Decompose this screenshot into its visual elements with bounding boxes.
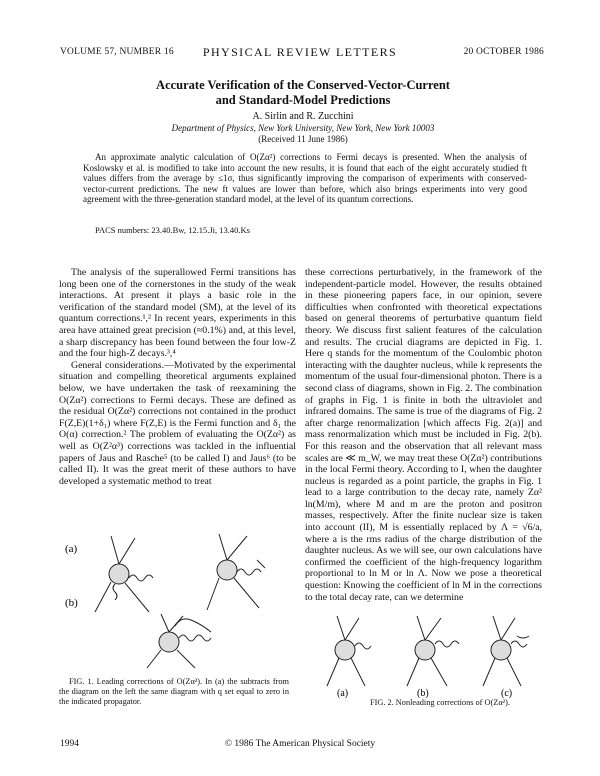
fig2a-diagram [327,616,371,686]
fig1a-right-diagram [207,534,265,610]
pacs-numbers: PACS numbers: 23.40.Bw, 12.15.Ji, 13.40.Ks [95,225,250,235]
issue-date: 20 OCTOBER 1986 [463,47,544,57]
fig2-label-b: (b) [417,688,429,698]
title-line-1: Accurate Verification of the Conserved-Vector-Current [156,78,450,92]
body-paragraph: General considerations.—Motivated by the experimental situation and compelling theoretical arguments explained below, we have undertaken the task of reexamining the O(Zα²) corrections to Fermi decays. These are defined as the residual O(Zα²) corrections not contained in the product F(Z,E)(1+δ₁) where F(Z,E) is the Fermi function and δ₁ the O(α) correction.² The problem of evaluating the O(Zα²) as well as O(Z²α³) corrections was tackled in the influential papers of Jaus and Rasche⁵ (to be called I) and Jaus⁶ (to be called II). It was the great merit of these authors to have developed a systematic method to treat [59,359,296,487]
authors: A. Sirlin and R. Zucchini [252,111,354,122]
fig2-label-c: (c) [501,688,513,698]
page-number: 1994 [60,739,79,749]
journal-name: PHYSICAL REVIEW LETTERS [202,45,398,59]
copyright: © 1986 The American Physical Society [224,739,376,749]
body-paragraph: these corrections perturbatively, in the framework of the independent-particle model. However, the results obtained in these pioneering papers face, in our opinion, severe difficulties when confronted with theoretical expectations based on general theorems of perturbative quantum field theory. We discuss first salient features of the calculation and results. The crucial diagrams are depicted in Fig. 1. Here q stands for the momentum of the Coulombic photon interacting with the daughter nucleus, while k represents the momentum of the usual four-dimensional photon. There is a second class of diagrams, shown in Fig. 2. The combination of graphs in Fig. 1 is finite in both the ultraviolet and infrared domains. The same is true of the diagrams of Fig. 2 after charge renormalization [which affects Fig. 2(a)] and mass renormalization which must be included in Fig. 2(b). For this reason and the observation that all relevant mass scales are ≪ m_W, we may treat these O(Zα²) contributions in the local Fermi theory. According to I, when the daughter nucleus is regarded as a point particle, the graphs in Fig. 1 lead to a large contribution to the decay rate, namely Zα² ln(M/m), where M and m are the proton and positron masses, respectively. After the finite nuclear size is taken into account (II), M is essentially replaced by Λ = √6/a, where a is the rms radius of the charge distribution of the daughter nucleus. As we will see, our own calculations have confirmed the coefficient of the high-frequency logarithm proportional to ln M or ln Λ. Now we pose a theoretical question: Knowing the coefficient of ln M in the corrections to the total decay rate, can we determine [305,267,542,603]
fig2-label-a: (a) [337,688,349,698]
volume-number: VOLUME 57, NUMBER 16 [60,47,174,57]
figure-2-diagrams [305,610,545,698]
fig2b-diagram [407,616,459,686]
abstract: An approximate analytic calculation of O(Zα²) corrections to Fermi decays is presented. When the analysis of Koslowsky et al. is modified to take into account the new results, it is found that each of the eight accurately studied ft values differs from the average by ≤1σ, thus significantly improving the comparison of experiments with conserved-vector-current predictions. The new ft values are lower than before, which also brings experiments into very good agreement with the three-generation standard model, at the level of its quantum corrections. [83,152,527,205]
right-column [305,267,542,603]
affiliation: Department of Physics, New York University, New York, New York 10003 [171,123,435,133]
fig1b-diagram [147,614,211,668]
title-line-2: and Standard-Model Predictions [215,93,391,107]
fig1a-left-diagram [95,536,153,612]
left-column [59,267,296,487]
figure-1-diagrams [59,530,294,670]
fig1-label-b: (b) [65,597,78,609]
fig2c-diagram [483,616,529,686]
figure-2-caption: FIG. 2. Nonleading corrections of O(Zα²). [369,698,510,707]
figure-1-caption: FIG. 1. Leading corrections of O(Zα²). In (a) the subtracts from the diagram on the left the same diagram with q set equal to zero in the indicated propagator. [59,677,289,706]
body-paragraph: The analysis of the superallowed Fermi transitions has long been one of the cornerstones in the study of the weak interactions. At present it plays a basic role in the verification of the standard model (SM), at the level of its quantum corrections.¹,² In recent years, experiments in this area have attained great precision (≈0.1%) and, at this level, a sharp discrepancy has been found between the four low-Z and the four high-Z decays.³,⁴ [59,267,296,360]
article-title [60,78,546,108]
fig1-label-a: (a) [65,543,78,555]
received-date: (Received 11 June 1986) [258,134,348,144]
